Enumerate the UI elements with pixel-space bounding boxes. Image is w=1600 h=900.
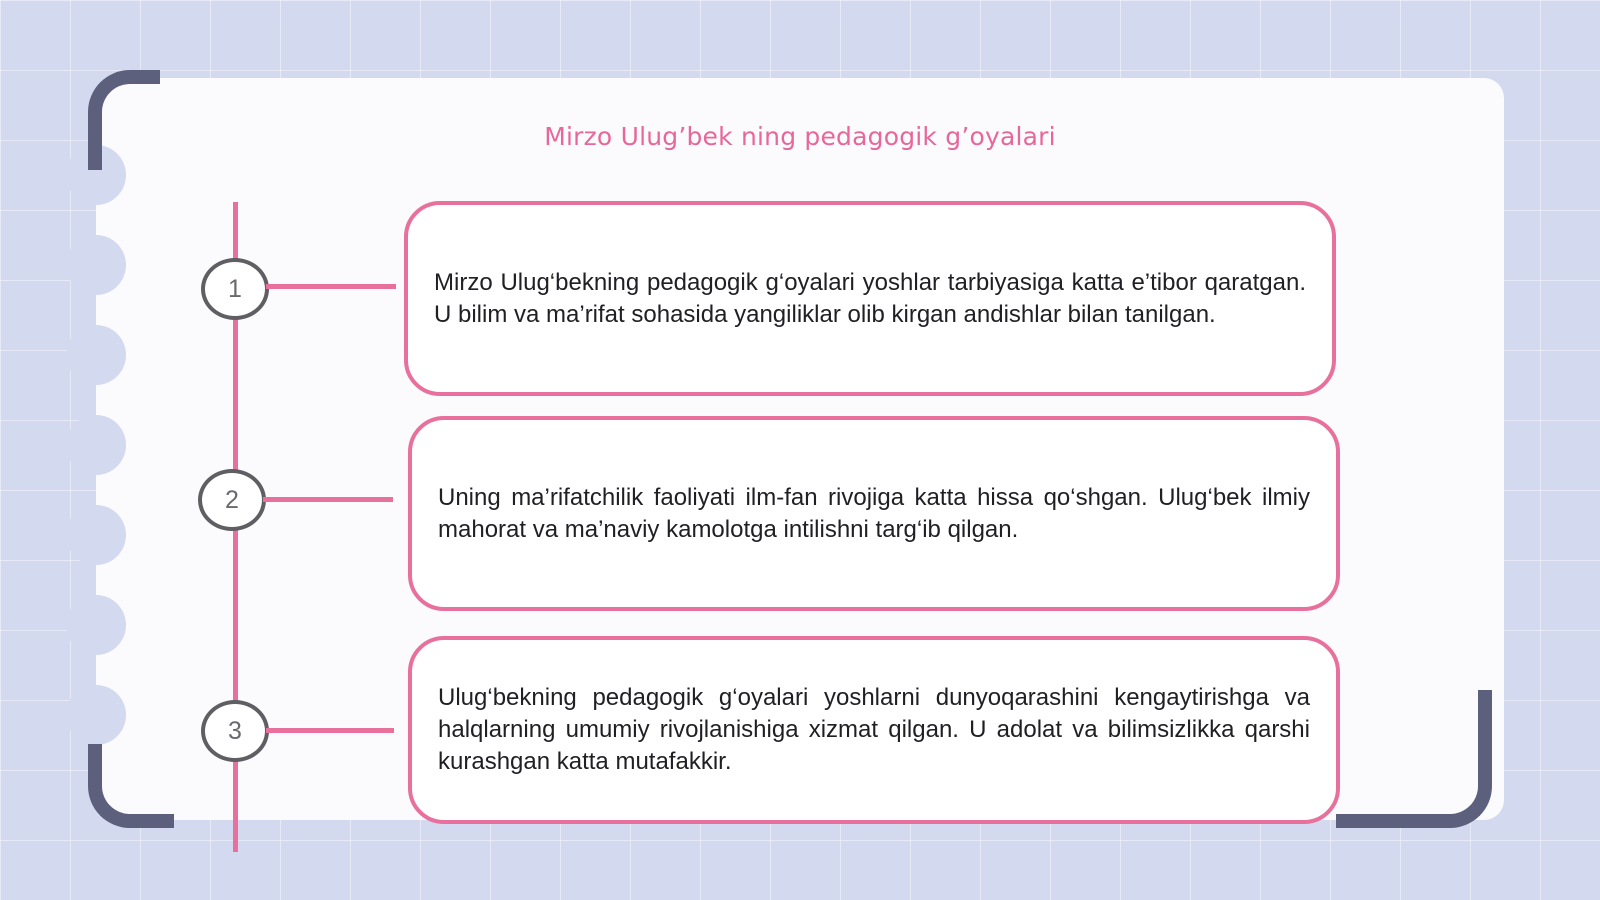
scallop-notch: [66, 235, 126, 295]
step-connector: [263, 497, 393, 502]
step-content-box: [408, 636, 1340, 824]
step-number-badge: 1: [201, 258, 269, 320]
step-content-box: [404, 201, 1336, 396]
step-number-badge: 2: [198, 469, 266, 531]
scallop-notch: [66, 685, 126, 745]
scallop-notch: [66, 415, 126, 475]
slide-title: Mirzo Ulug’bek ning pedagogik g’oyalari: [544, 122, 1056, 151]
step-description: Uning ma’rifatchilik faoliyati ilm-fan rivojiga katta hissa qo‘shgan. Ulug‘bek ilmiy mahorat va ma’naviy kamolotga intilishni targ‘ib qilgan.: [438, 483, 1310, 543]
scallop-notch: [66, 325, 126, 385]
frame-corner-top-left: [88, 70, 160, 170]
step-content-box: [408, 416, 1340, 611]
step-number-badge: 3: [201, 700, 269, 762]
step-description: Ulug‘bekning pedagogik g‘oyalari yoshlarni dunyoqarashini kengaytirishga va halqlarning umumiy rivojlanishiga xizmat qilgan. U adolat va bilimsizlikka qarshi kurashgan katta mutafakkir.: [438, 684, 1310, 775]
step-connector: [266, 728, 394, 733]
frame-corner-bottom-left: [88, 744, 174, 828]
frame-corner-bottom-right: [1336, 690, 1492, 828]
step-connector: [266, 284, 396, 289]
scallop-notch: [66, 595, 126, 655]
step-description: Mirzo Ulug‘bekning pedagogik g‘oyalari yoshlar tarbiyasiga katta e’tibor qaratgan. U bilim va ma’rifat sohasida yangiliklar olib kirgan andishlar bilan tanilgan.: [434, 268, 1306, 328]
scallop-notch: [66, 505, 126, 565]
